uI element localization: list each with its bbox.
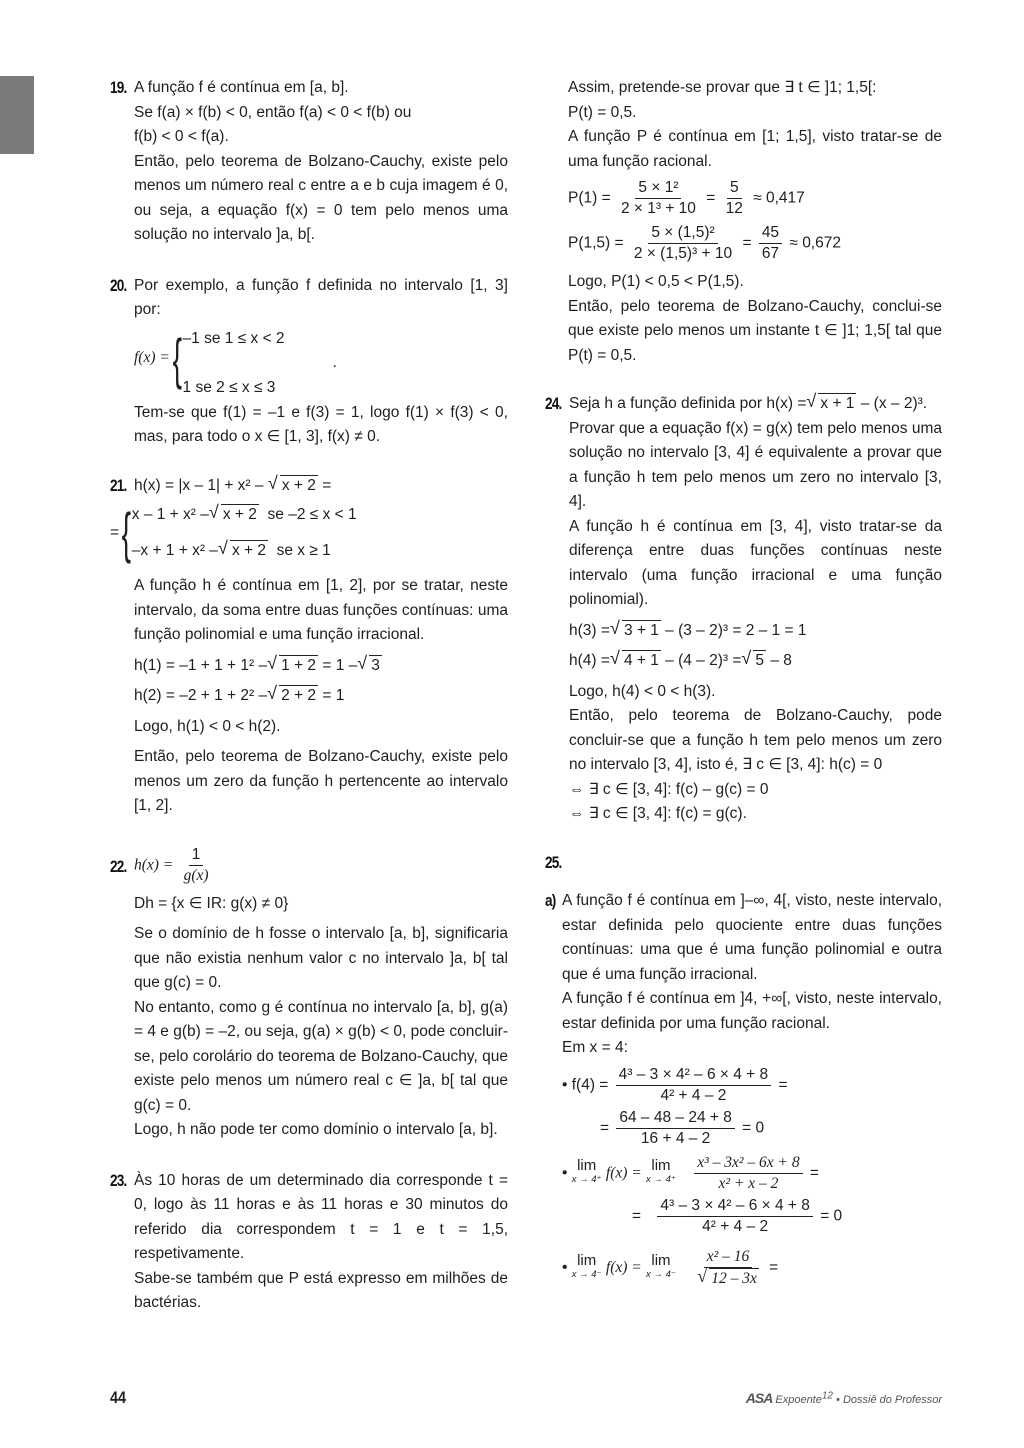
exercise-number: 24.	[545, 394, 562, 413]
paragraph: Se o domínio de h fosse o intervalo [a, b], significaria que não existia nenhum valor c no intervalo ]a, b[ tal que g(c) = 0.	[134, 925, 508, 991]
cases	[132, 503, 357, 563]
publisher-brand: ASA Expoente$^{12}$ • Dossiê do Professor	[745, 1390, 942, 1406]
part-label: a)	[545, 891, 556, 910]
function-label: f(x) =	[134, 349, 170, 367]
exercise-number: 22.	[110, 856, 127, 876]
text-line: Logo, h(4) < 0 < h(3).	[569, 682, 716, 700]
formula-line: P(1,5) = $\frac{\text{5 × (1,5)²}}{\text{2 × (1,5)³ + 10}}$ = $\frac{45}{67}$ ≈ 0,672	[568, 224, 841, 262]
cases	[182, 327, 337, 396]
case-line: x – 1 + x² –√ x + 2 se –2 ≤ x < 1	[132, 503, 357, 528]
brace-symbol: {	[121, 501, 132, 564]
brace-symbol: {	[172, 326, 182, 390]
paragraph: Por exemplo, a função f definida no intervalo [1, 3] por:	[134, 276, 508, 318]
piecewise-definition	[134, 323, 508, 395]
text-line: Logo, h(1) < 0 < h(2).	[134, 717, 281, 735]
paragraph: Tem-se que f(1) = –1 e f(3) = 1, logo f(1) × f(3) < 0, mas, para todo o x ∈ [1, 3], f(x) ≠ 0.	[134, 403, 508, 445]
formula-line: • lim x → 4⁺ f(x) = lim x → 4⁺ $\frac{\text{x³ – 3x² – 6x + 8}}{\text{x² + x – 2}}$ =	[562, 1153, 819, 1192]
exercise-number: 25.	[545, 852, 562, 872]
text-line: Logo, P(1) < 0,5 < P(1,5).	[568, 273, 744, 290]
formula-line: h(4) =√ 4 + 1 – (4 – 2)³ =√ 5 – 8	[569, 649, 942, 674]
exercise-24	[545, 392, 942, 827]
paragraph: Então, pelo teorema de Bolzano-Cauchy, conclui-se que existe pelo menos um instante t ∈ ]1; 1,5[ tal que P(t) = 0,5.	[568, 297, 942, 364]
exercise-number: 23.	[110, 1170, 127, 1190]
domain-line: Dh = {x ∈ IR: g(x) ≠ 0}	[134, 894, 289, 912]
paragraph: Provar que a equação f(x) = g(x) tem pelo menos uma solução no intervalo [3, 4] é equivalente a provar que a função h tem pelo menos um zero no intervalo [3, 4].	[569, 419, 942, 510]
paragraph: Então, pelo teorema de Bolzano-Cauchy, pode concluir-se que a função h tem pelo menos um zero no intervalo [3, 4], isto é, ∃ c ∈ [3, 4]: h(c) = 0	[569, 707, 942, 773]
exercise-23	[110, 1169, 508, 1316]
spacer	[569, 851, 942, 876]
exercise-number: 21.	[110, 475, 127, 495]
text-line: P(t) = 0,5.	[568, 103, 637, 121]
paragraph: Sabe-se também que P está expresso em milhões de bactérias.	[134, 1269, 508, 1311]
punctuation: .	[332, 354, 337, 371]
case-line: –1 se 1 ≤ x < 2	[182, 329, 285, 347]
exercise-20	[110, 274, 508, 450]
paragraph: Então, pelo teorema de Bolzano-Cauchy, existe pelo menos um zero da função h pertencente ao intervalo [1, 2].	[134, 748, 508, 814]
exercise-number: 20.	[110, 275, 127, 295]
exercise-22	[110, 845, 508, 1143]
right-column	[545, 76, 942, 1289]
square-root: √ x + 2	[280, 475, 318, 496]
paragraph: A função f é contínua em ]–∞, 4[, visto, neste intervalo, estar definida pelo quociente entre duas funções contínuas: uma que é uma função polinomial e outra que é uma função irracional.	[562, 892, 942, 983]
text-line: ⇔ ∃ c ∈ [3, 4]: f(c) – g(c) = 0	[569, 780, 769, 798]
text-line: Assim, pretende-se provar que ∃ t ∈ ]1; 1,5[:	[568, 79, 877, 96]
text-line: Se f(a) × f(b) < 0, então f(a) < 0 < f(b) ou	[134, 103, 412, 121]
piecewise-definition	[110, 498, 508, 568]
formula-line: • f(4) = $\frac{\text{4³ – 3 × 4² – 6 × 4 + 8}}{\text{4² + 4 – 2}}$ =	[562, 1065, 788, 1104]
left-column	[110, 76, 508, 1316]
exercise-25a	[545, 889, 942, 1289]
formula-line: h(x) = $\frac{1}{g(x)}$	[134, 845, 209, 884]
page-number: 44	[110, 1388, 127, 1407]
text-line: ⇔ ∃ c ∈ [3, 4]: f(c) = g(c).	[569, 805, 747, 822]
formula-line: h(3) =√ 3 + 1 – (3 – 2)³ = 2 – 1 = 1	[569, 619, 942, 644]
formula-line: P(1) = $\frac{\text{5 × 1²}}{\text{2 × 1³ + 10}}$ = $\frac{5}{12}$ ≈ 0,417	[568, 179, 805, 217]
formula-line: h(2) = –2 + 1 + 2² –√ 2 + 2 = 1	[134, 684, 508, 709]
paragraph: A função h é contínua em [1, 2], por se tratar, neste intervalo, da soma entre duas funções contínuas: uma função polinomial e uma função irracional.	[134, 577, 508, 643]
exercise-21	[110, 474, 508, 819]
text-line: f(b) < 0 < f(a).	[134, 128, 229, 145]
formula-line: = $\frac{64 - 48 - 24 + 8}{16 + 4 - 2}$ = 0	[600, 1108, 765, 1147]
paragraph: Logo, h não pode ter como domínio o intervalo [a, b].	[134, 1121, 498, 1138]
paragraph: No entanto, como g é contínua no intervalo [a, b], g(a) = 4 e g(b) = –2, ou seja, g(a) × g(b) < 0, pode concluir-se, pelo corolário do teorema de Bolzano-Cauchy, que existe pelo menos um número real c ∈ ]a, b[ tal que g(c) = 0.	[134, 998, 508, 1114]
exercise-number: 19.	[110, 78, 127, 97]
formula-text: h(x) = |x – 1| + x² –	[134, 476, 264, 494]
formula-line: = $\frac{\text{4³ – 3 × 4² – 6 × 4 + 8}}{\text{4² + 4 – 2}}$ = 0	[632, 1196, 843, 1235]
chapter-tab-marker	[0, 76, 34, 154]
formula-text: =	[322, 476, 332, 494]
equals-sign: =	[110, 523, 120, 541]
case-line: –x + 1 + x² –√ x + 2 se x ≥ 1	[132, 539, 357, 564]
formula-line: Seja h a função definida por h(x) =√ x + 1 – (x – 2)³.	[569, 392, 942, 417]
exercise-25	[545, 851, 942, 876]
formula-line	[134, 474, 508, 499]
exercise-23-continued	[545, 76, 942, 368]
paragraph: A função h é contínua em [3, 4], visto tratar-se da diferença entre duas funções contínuas neste intervalo (uma função irracional e uma função polinomial).	[569, 517, 942, 608]
exercise-19	[110, 76, 508, 248]
paragraph: Às 10 horas de um determinado dia corresponde t = 0, logo às 11 horas e às 11 horas e 30 minutos do referido dia correspondem t = 1 e t = 1,5, respetivamente.	[134, 1171, 508, 1262]
paragraph: Então, pelo teorema de Bolzano-Cauchy, existe pelo menos um número real c entre a e b cuja imagem é 0, ou seja, a equação f(x) = 0 tem pelo menos uma solução no intervalo ]a, b[.	[134, 152, 508, 243]
paragraph: A função P é contínua em [1; 1,5], visto tratar-se de uma função racional.	[568, 128, 942, 170]
formula-line: h(1) = –1 + 1 + 1² –√ 1 + 2 = 1 –√ 3	[134, 654, 508, 679]
formula-line: • lim x → 4⁻ f(x) = lim x → 4⁻ x² – 16 √ 12 – 3x =	[562, 1247, 942, 1289]
text-line: Em x = 4:	[562, 1039, 628, 1056]
text-line: A função f é contínua em [a, b].	[134, 79, 349, 96]
case-line: 1 se 2 ≤ x ≤ 3	[182, 378, 276, 396]
paragraph: A função f é contínua em ]4, +∞[, visto, neste intervalo, estar definida por uma função racional.	[562, 990, 942, 1032]
